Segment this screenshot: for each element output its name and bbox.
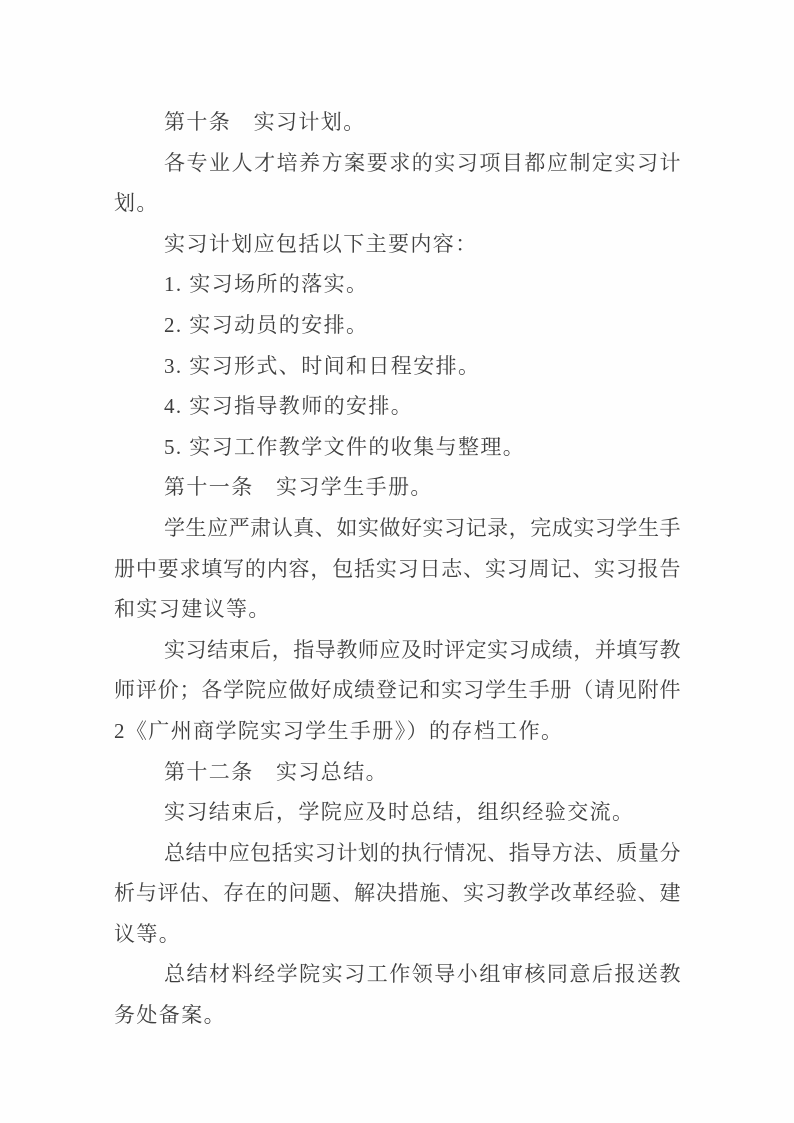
article-12-para-1 (114, 792, 681, 833)
text-line: 议等。 (114, 921, 182, 946)
text-line: 第十二条 实习总结。 (164, 759, 388, 784)
text-line: 第十一条 实习学生手册。 (164, 475, 433, 500)
text-line: 务处备案。 (114, 1003, 226, 1028)
text-line: 册中要求填写的内容，包括实习日志、实习周记、实习报告 (114, 556, 681, 581)
text-line: 第十条 实习计划。 (164, 110, 366, 134)
text-line: 各专业人才培养方案要求的实习项目都应制定实习计 (164, 150, 681, 175)
article-12-para-2 (114, 833, 681, 955)
text-line: 实习结束后，学院应及时总结，组织经验交流。 (164, 800, 635, 825)
text-line: 2. 实习动员的安排。 (164, 312, 369, 337)
article-12-heading (114, 752, 681, 793)
article-11-heading (114, 467, 681, 508)
plan-item-2 (114, 305, 681, 346)
text-line: 和实习建议等。 (114, 597, 271, 622)
text-line: 学生应严肃认真、如实做好实习记录，完成实习学生手 (164, 515, 681, 540)
article-11-para-1 (114, 508, 681, 630)
plan-item-1 (114, 264, 681, 305)
plan-item-5 (114, 427, 681, 468)
text-line: 总结中应包括实习计划的执行情况、指导方法、质量分 (164, 840, 681, 865)
text-line: 师评价；各学院应做好成绩登记和实习学生手册（请见附件 (114, 678, 681, 703)
plan-contents-intro (114, 224, 681, 265)
text-line: 划。 (114, 191, 159, 216)
text-line: 实习结束后，指导教师应及时评定实习成绩，并填写教 (164, 637, 681, 662)
text-line: 实习计划应包括以下主要内容： (164, 231, 478, 256)
article-11-para-2 (114, 630, 681, 752)
text-line: 析与评估、存在的问题、解决措施、实习教学改革经验、建 (114, 881, 681, 906)
text-line: 4. 实习指导教师的安排。 (164, 394, 414, 419)
text-line: 5. 实习工作教学文件的收集与整理。 (164, 434, 526, 459)
text-line: 2《广州商学院实习学生手册》）的存档工作。 (114, 718, 564, 743)
article-10-heading (114, 102, 681, 143)
text-line: 总结材料经学院实习工作领导小组审核同意后报送教 (164, 962, 681, 987)
text-line: 3. 实习形式、时间和日程安排。 (164, 353, 481, 378)
article-10-body (114, 143, 681, 224)
text-line: 1. 实习场所的落实。 (164, 272, 369, 297)
plan-item-4 (114, 386, 681, 427)
plan-item-3 (114, 346, 681, 387)
article-12-para-3 (114, 954, 681, 1035)
